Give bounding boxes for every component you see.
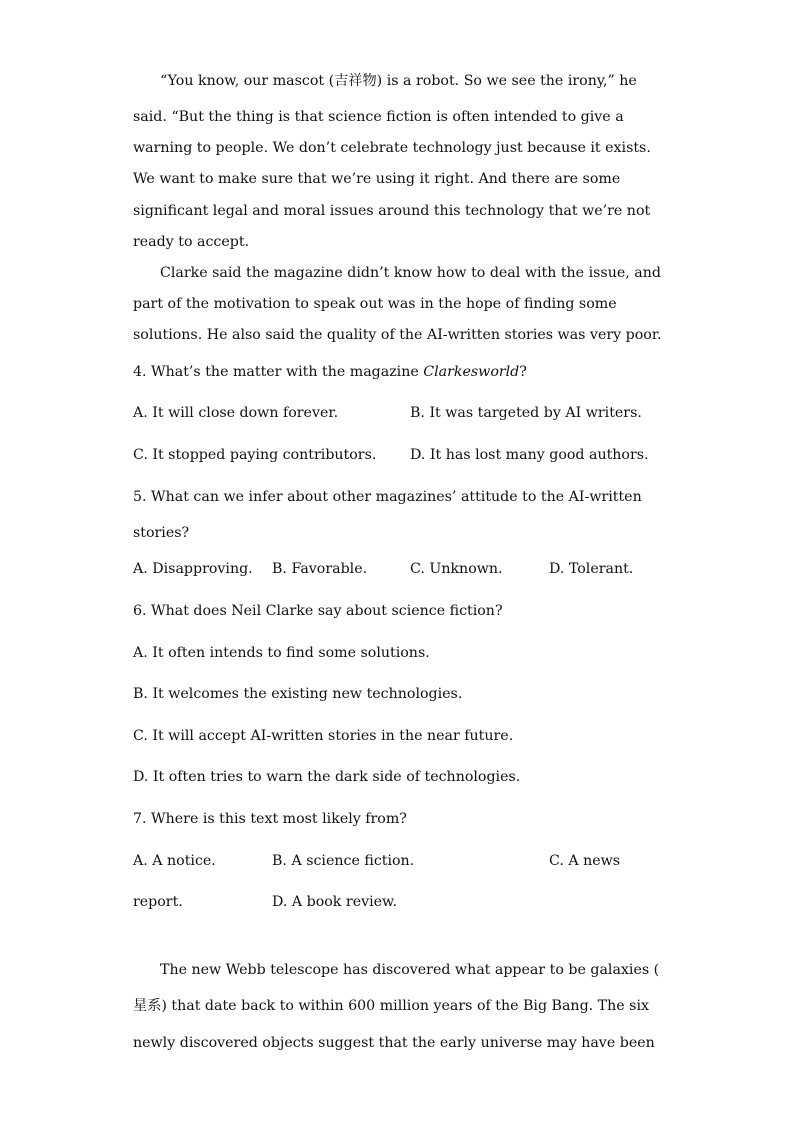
question-6-option-c: C. It will accept AI-written stories in the near future. (133, 728, 514, 744)
question-5-stem-cont: stories? (133, 525, 190, 541)
question-5-option-b: B. Favorable. (272, 561, 368, 577)
question-6-stem: 6. What does Neil Clarke say about science fiction? (133, 603, 503, 619)
question-4-stem (133, 362, 527, 382)
passage1-line: “You know, our mascot (吉祥物) is a robot. So we see the irony,” he (160, 73, 637, 89)
passage2-line: newly discovered objects suggest that the early universe may have been (133, 1035, 655, 1051)
question-4-option-d: D. It has lost many good authors. (410, 447, 649, 463)
passage1-line: warning to people. We don’t celebrate technology just because it exists. (133, 140, 651, 156)
question-4-magazine-title: Clarkesworld (423, 364, 520, 380)
question-4-option-c: C. It stopped paying contributors. (133, 447, 377, 463)
question-7-option-b: B. A science fiction. (272, 853, 415, 869)
question-4-option-a: A. It will close down forever. (133, 405, 339, 421)
question-4-stem-end: ? (519, 364, 527, 380)
passage1-line: ready to accept. (133, 234, 250, 250)
question-5-option-a: A. Disapproving. (133, 561, 253, 577)
question-6-option-d: D. It often tries to warn the dark side of technologies. (133, 769, 521, 785)
passage1-line: Clarke said the magazine didn’t know how to deal with the issue, and (160, 265, 661, 281)
question-7-option-c-cont: report. (133, 894, 183, 910)
passage1-line: solutions. He also said the quality of the AI-written stories was very poor. (133, 327, 662, 343)
passage1-line: significant legal and moral issues around this technology that we’re not (133, 203, 651, 219)
question-4-stem-text: 4. What’s the matter with the magazine (133, 364, 424, 380)
question-7-stem: 7. Where is this text most likely from? (133, 811, 407, 827)
question-7-option-a: A. A notice. (133, 853, 216, 869)
passage2-line: 星系) that date back to within 600 million years of the Big Bang. The six (133, 998, 650, 1014)
passage1-line: part of the motivation to speak out was in the hope of finding some (133, 296, 617, 312)
passage1-line: said. “But the thing is that science fiction is often intended to give a (133, 109, 624, 125)
question-5-stem: 5. What can we infer about other magazines’ attitude to the AI-written (133, 489, 642, 505)
question-6-option-a: A. It often intends to find some solutions. (133, 645, 430, 661)
question-5-option-d: D. Tolerant. (549, 561, 634, 577)
question-7-option-c: C. A news (549, 853, 621, 869)
question-4-option-b: B. It was targeted by AI writers. (410, 405, 642, 421)
question-6-option-b: B. It welcomes the existing new technologies. (133, 686, 463, 702)
passage2-line: The new Webb telescope has discovered what appear to be galaxies ( (160, 962, 660, 978)
passage1-line: We want to make sure that we’re using it right. And there are some (133, 171, 621, 187)
question-5-option-c: C. Unknown. (410, 561, 503, 577)
question-7-option-d: D. A book review. (272, 894, 398, 910)
